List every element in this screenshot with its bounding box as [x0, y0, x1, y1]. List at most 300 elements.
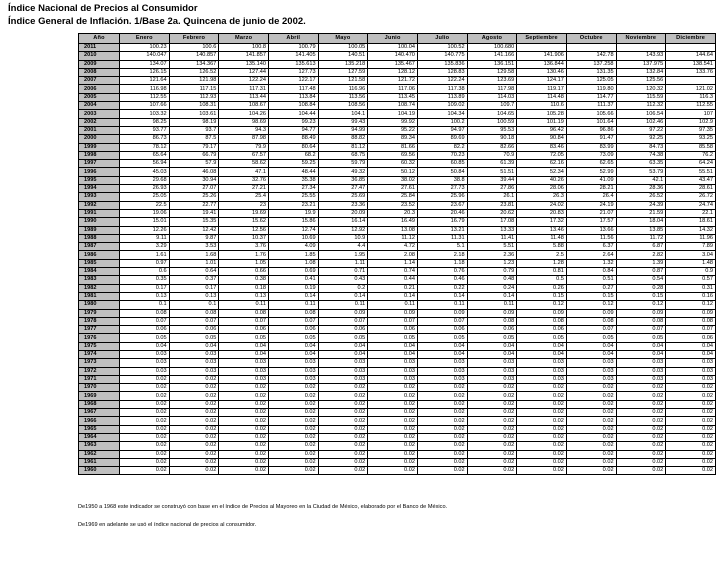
index-value-cell: 0.03	[318, 375, 368, 383]
index-value-cell: 99.23	[268, 118, 318, 126]
index-value-cell: 117.31	[219, 85, 269, 93]
index-value-cell: 0.03	[417, 367, 467, 375]
index-value-cell: 0.04	[517, 350, 567, 358]
index-value-cell: 0.27	[566, 284, 616, 292]
index-value-cell: 50.12	[368, 168, 418, 176]
table-row	[79, 226, 716, 234]
index-value-cell: 0.07	[120, 317, 170, 325]
index-value-cell: 20.09	[318, 209, 368, 217]
index-value-cell: 13.21	[417, 226, 467, 234]
index-value-cell: 0.02	[417, 433, 467, 441]
index-value-cell: 0.02	[169, 375, 219, 383]
index-value-cell: 16.14	[318, 218, 368, 226]
index-value-cell: 116.98	[120, 85, 170, 93]
index-value-cell: 0.02	[169, 417, 219, 425]
index-value-cell: 0.09	[517, 309, 567, 317]
index-value-cell: 141.405	[268, 52, 318, 60]
index-value-cell: 126.15	[120, 68, 170, 76]
index-value-cell: 0.02	[318, 433, 368, 441]
index-value-cell: 6.37	[566, 243, 616, 251]
index-value-cell: 0.04	[219, 342, 269, 350]
index-value-cell: 0.02	[219, 425, 269, 433]
column-header-month: Julio	[417, 34, 467, 44]
index-value-cell: 108.84	[268, 102, 318, 110]
index-value-cell: 27.61	[368, 185, 418, 193]
index-value-cell: 0.43	[318, 276, 368, 284]
row-year-cell: 1992	[79, 201, 120, 209]
index-value-cell: 0.12	[616, 301, 666, 309]
index-value-cell: 0.04	[368, 350, 418, 358]
table-row	[79, 234, 716, 242]
index-value-cell: 100.04	[368, 44, 418, 52]
index-value-cell: 4.09	[268, 243, 318, 251]
index-value-cell: 29.68	[120, 176, 170, 184]
row-year-cell: 2001	[79, 126, 120, 134]
index-value-cell: 144.64	[666, 52, 716, 60]
index-value-cell: 0.06	[219, 326, 269, 334]
index-value-cell: 0.09	[417, 309, 467, 317]
index-value-cell: 13.33	[467, 226, 517, 234]
row-year-cell: 1995	[79, 176, 120, 184]
index-value-cell: 0.76	[417, 268, 467, 276]
index-value-cell: 0.09	[318, 309, 368, 317]
index-value-cell: 3.29	[120, 243, 170, 251]
index-value-cell: 0.54	[616, 276, 666, 284]
table-row	[79, 359, 716, 367]
index-value-cell: 100.05	[318, 44, 368, 52]
index-value-cell: 0.03	[616, 359, 666, 367]
index-value-cell: 0.08	[566, 317, 616, 325]
index-value-cell: 141.166	[467, 52, 517, 60]
index-value-cell: 20.3	[368, 209, 418, 217]
index-value-cell: 96.42	[517, 126, 567, 134]
index-value-cell: 0.11	[417, 301, 467, 309]
table-row	[79, 326, 716, 334]
index-value-cell: 62.65	[566, 160, 616, 168]
index-value-cell: 62.16	[517, 160, 567, 168]
table-row	[79, 68, 716, 76]
index-value-cell: 94.99	[318, 126, 368, 134]
row-year-cell: 2008	[79, 68, 120, 76]
index-value-cell: 20.62	[467, 209, 517, 217]
index-value-cell: 136.844	[517, 60, 567, 68]
table-row	[79, 309, 716, 317]
index-value-cell: 0.02	[666, 442, 716, 450]
footnote-mayoreo: De1950 a 1968 este indicador se construyó con base en el índice de Precios al Mayoreo en la Ciudad de México, elaborado por el Banco de México.	[78, 504, 448, 510]
column-header-month: Junio	[368, 34, 418, 44]
index-value-cell: 0.02	[219, 442, 269, 450]
index-value-cell: 0.02	[368, 458, 418, 466]
index-value-cell: 32.76	[219, 176, 269, 184]
row-year-cell: 1962	[79, 450, 120, 458]
index-value-cell: 125.05	[566, 77, 616, 85]
index-value-cell: 0.02	[318, 467, 368, 475]
index-value-cell: 0.02	[318, 442, 368, 450]
index-value-cell: 70.9	[467, 151, 517, 159]
index-value-cell: 100.6	[169, 44, 219, 52]
index-value-cell: 127.59	[318, 68, 368, 76]
table-row	[79, 185, 716, 193]
table-row	[79, 450, 716, 458]
index-value-cell: 0.03	[666, 375, 716, 383]
index-value-cell: 0.02	[219, 450, 269, 458]
index-value-cell: 28.21	[566, 185, 616, 193]
table-row	[79, 350, 716, 358]
index-value-cell: 90.84	[517, 135, 567, 143]
row-year-cell: 1994	[79, 185, 120, 193]
index-value-cell: 119.17	[517, 85, 567, 93]
index-value-cell	[566, 44, 616, 52]
index-value-cell: 0.04	[268, 342, 318, 350]
index-value-cell: 0.07	[368, 317, 418, 325]
index-value-cell: 111.37	[566, 102, 616, 110]
index-value-cell: 24.19	[566, 201, 616, 209]
index-value-cell: 0.13	[169, 292, 219, 300]
index-value-cell: 0.06	[318, 326, 368, 334]
index-value-cell: 0.02	[566, 442, 616, 450]
index-value-cell: 41.09	[566, 176, 616, 184]
index-value-cell: 25.69	[318, 193, 368, 201]
index-value-cell: 1.39	[616, 259, 666, 267]
index-value-cell: 0.02	[417, 400, 467, 408]
index-value-cell: 100.680	[467, 44, 517, 52]
index-value-cell: 0.03	[566, 359, 616, 367]
index-value-cell: 58.62	[219, 160, 269, 168]
title-block	[8, 2, 306, 28]
index-value-cell: 22.77	[169, 201, 219, 209]
index-value-cell: 4.4	[318, 243, 368, 251]
index-value-cell: 1.05	[219, 259, 269, 267]
index-value-cell: 83.99	[566, 143, 616, 151]
footnote-inpc: De1969 en adelante se usó el índice nacional de precios al consumidor.	[78, 522, 257, 528]
index-value-cell: 0.05	[467, 334, 517, 342]
index-value-cell: 0.03	[318, 367, 368, 375]
index-value-cell: 5.51	[467, 243, 517, 251]
index-value-cell: 15.01	[120, 218, 170, 226]
table-row	[79, 392, 716, 400]
index-value-cell: 143.93	[616, 52, 666, 60]
table-row	[79, 400, 716, 408]
row-year-cell: 1976	[79, 334, 120, 342]
table-row	[79, 442, 716, 450]
index-value-cell: 0.04	[467, 350, 517, 358]
row-year-cell: 1980	[79, 301, 120, 309]
index-value-cell: 100.59	[467, 118, 517, 126]
index-value-cell: 0.09	[666, 309, 716, 317]
index-value-cell: 0.02	[517, 450, 567, 458]
table-row	[79, 251, 716, 259]
index-value-cell: 0.04	[566, 350, 616, 358]
index-value-cell: 0.13	[120, 292, 170, 300]
index-value-cell: 0.04	[268, 350, 318, 358]
index-value-cell: 0.02	[616, 450, 666, 458]
index-value-cell: 22.1	[666, 209, 716, 217]
index-value-cell: 0.03	[368, 375, 418, 383]
index-value-cell: 120.32	[616, 85, 666, 93]
row-year-cell: 1964	[79, 433, 120, 441]
index-value-cell: 0.03	[666, 367, 716, 375]
index-value-cell: 0.02	[169, 467, 219, 475]
index-value-cell: 0.05	[566, 334, 616, 342]
index-value-cell: 0.28	[616, 284, 666, 292]
index-value-cell: 2.18	[417, 251, 467, 259]
index-value-cell: 0.02	[666, 392, 716, 400]
index-value-cell: 104.1	[318, 110, 368, 118]
index-value-cell: 16.49	[368, 218, 418, 226]
index-value-cell: 105.28	[517, 110, 567, 118]
table-row	[79, 85, 716, 93]
row-year-cell: 1974	[79, 350, 120, 358]
index-value-cell: 104.65	[467, 110, 517, 118]
index-value-cell: 0.03	[318, 359, 368, 367]
table-row	[79, 209, 716, 217]
index-value-cell: 117.38	[417, 85, 467, 93]
index-value-cell: 140.51	[318, 52, 368, 60]
index-value-cell: 100.52	[417, 44, 467, 52]
index-value-cell: 38.8	[417, 176, 467, 184]
index-value-cell: 88.82	[318, 135, 368, 143]
index-value-cell: 1.11	[318, 259, 368, 267]
index-value-cell: 131.35	[566, 68, 616, 76]
index-value-cell: 1.01	[169, 259, 219, 267]
index-value-cell: 0.07	[417, 317, 467, 325]
row-year-cell: 1993	[79, 193, 120, 201]
index-value-cell: 1.32	[566, 259, 616, 267]
index-value-cell: 93.7	[169, 126, 219, 134]
index-value-cell: 68.2	[268, 151, 318, 159]
index-value-cell: 0.02	[368, 400, 418, 408]
index-value-cell: 132.84	[616, 68, 666, 76]
index-value-cell: 0.02	[467, 425, 517, 433]
index-value-cell: 100.8	[219, 44, 269, 52]
index-value-cell: 0.02	[318, 458, 368, 466]
table-row	[79, 77, 716, 85]
index-value-cell: 110.6	[517, 102, 567, 110]
index-value-cell: 0.03	[169, 359, 219, 367]
index-value-cell: 1.28	[517, 259, 567, 267]
index-value-cell: 0.08	[666, 317, 716, 325]
index-value-cell: 0.05	[268, 334, 318, 342]
index-value-cell: 11.72	[616, 234, 666, 242]
index-value-cell: 0.04	[120, 342, 170, 350]
index-value-cell: 142.78	[566, 52, 616, 60]
index-value-cell: 0.02	[219, 458, 269, 466]
index-value-cell: 90.18	[467, 135, 517, 143]
row-year-cell: 1999	[79, 143, 120, 151]
index-value-cell: 0.02	[268, 384, 318, 392]
index-value-cell: 0.02	[517, 425, 567, 433]
row-year-cell: 2007	[79, 77, 120, 85]
index-value-cell: 0.64	[169, 268, 219, 276]
index-value-cell: 0.05	[169, 334, 219, 342]
index-value-cell: 0.15	[616, 292, 666, 300]
index-value-cell: 5.88	[517, 243, 567, 251]
index-value-cell: 0.81	[517, 268, 567, 276]
index-value-cell: 136.151	[467, 60, 517, 68]
index-value-cell: 87.98	[219, 135, 269, 143]
table-row	[79, 193, 716, 201]
index-value-cell: 0.31	[666, 284, 716, 292]
index-value-cell: 55.51	[666, 168, 716, 176]
index-value-cell: 121.98	[169, 77, 219, 85]
index-value-cell: 0.02	[268, 400, 318, 408]
index-value-cell: 74.38	[616, 151, 666, 159]
index-value-cell: 0.02	[120, 417, 170, 425]
index-value-cell: 1.23	[467, 259, 517, 267]
index-value-cell: 0.79	[467, 268, 517, 276]
index-value-cell: 0.02	[169, 425, 219, 433]
index-value-cell: 107	[666, 110, 716, 118]
index-value-cell: 1.95	[318, 251, 368, 259]
index-value-cell: 107.66	[120, 102, 170, 110]
index-value-cell: 52.99	[566, 168, 616, 176]
index-value-cell: 108.74	[368, 102, 418, 110]
index-value-cell: 114.03	[467, 93, 517, 101]
index-value-cell: 0.03	[566, 375, 616, 383]
index-value-cell: 13.08	[368, 226, 418, 234]
index-value-cell: 109.7	[467, 102, 517, 110]
index-value-cell: 0.03	[417, 375, 467, 383]
index-value-cell: 0.02	[219, 409, 269, 417]
index-value-cell: 0.03	[268, 375, 318, 383]
index-value-cell: 17.32	[517, 218, 567, 226]
index-value-cell: 91.47	[566, 135, 616, 143]
index-value-cell: 100.79	[268, 44, 318, 52]
index-value-cell: 9.11	[120, 234, 170, 242]
row-year-cell: 1979	[79, 309, 120, 317]
index-value-cell: 0.97	[120, 259, 170, 267]
table-row	[79, 301, 716, 309]
index-value-cell: 0.11	[467, 301, 517, 309]
index-value-cell: 66.79	[169, 151, 219, 159]
row-year-cell: 1961	[79, 458, 120, 466]
index-value-cell: 0.02	[517, 458, 567, 466]
index-value-cell: 68.75	[318, 151, 368, 159]
table-row	[79, 52, 716, 60]
index-value-cell: 0.03	[219, 359, 269, 367]
column-header-month: Marzo	[219, 34, 269, 44]
table-row	[79, 126, 716, 134]
column-header-month: Febrero	[169, 34, 219, 44]
index-value-cell: 128.12	[368, 68, 418, 76]
index-value-cell: 94.97	[417, 126, 467, 134]
index-value-cell: 0.02	[417, 417, 467, 425]
index-value-cell: 2.08	[368, 251, 418, 259]
index-value-cell: 0.02	[219, 417, 269, 425]
row-year-cell: 1988	[79, 234, 120, 242]
index-value-cell: 11.96	[666, 234, 716, 242]
index-value-cell: 123.69	[467, 77, 517, 85]
index-value-cell	[616, 44, 666, 52]
index-value-cell: 135.613	[268, 60, 318, 68]
index-value-cell: 0.02	[566, 467, 616, 475]
index-value-cell: 0.02	[268, 409, 318, 417]
index-value-cell: 109.02	[417, 102, 467, 110]
index-value-cell: 0.02	[616, 458, 666, 466]
row-year-cell: 2005	[79, 93, 120, 101]
index-value-cell: 0.02	[467, 458, 517, 466]
index-value-cell: 19.41	[169, 209, 219, 217]
column-header-month: Noviembre	[616, 34, 666, 44]
index-value-cell: 0.02	[517, 417, 567, 425]
index-value-cell: 0.07	[318, 317, 368, 325]
index-value-cell: 11.48	[517, 234, 567, 242]
index-value-cell: 0.02	[616, 417, 666, 425]
table-row	[79, 458, 716, 466]
index-value-cell: 0.02	[666, 425, 716, 433]
row-year-cell: 1983	[79, 276, 120, 284]
index-value-cell: 28.06	[517, 185, 567, 193]
index-value-cell: 0.02	[517, 392, 567, 400]
index-value-cell: 0.12	[666, 301, 716, 309]
index-value-cell: 14.32	[666, 226, 716, 234]
index-value-cell: 104.19	[368, 110, 418, 118]
index-value-cell: 108.56	[318, 102, 368, 110]
index-value-cell: 69.56	[368, 151, 418, 159]
index-value-cell: 0.38	[219, 276, 269, 284]
index-value-cell: 0.9	[666, 268, 716, 276]
index-value-cell: 0.02	[417, 392, 467, 400]
index-value-cell: 0.03	[666, 359, 716, 367]
index-value-cell: 10.37	[219, 234, 269, 242]
index-value-cell: 0.06	[417, 326, 467, 334]
index-value-cell: 25.84	[368, 193, 418, 201]
index-value-cell: 92.25	[616, 135, 666, 143]
index-value-cell: 80.64	[268, 143, 318, 151]
index-value-cell: 0.04	[417, 342, 467, 350]
index-value-cell: 101.64	[566, 118, 616, 126]
row-year-cell: 1977	[79, 326, 120, 334]
index-value-cell: 102.46	[616, 118, 666, 126]
index-value-cell: 13.46	[517, 226, 567, 234]
row-year-cell: 2006	[79, 85, 120, 93]
index-value-cell: 0.04	[467, 342, 517, 350]
index-value-cell: 106.54	[616, 110, 666, 118]
index-value-cell: 0.17	[120, 284, 170, 292]
index-value-cell: 0.02	[666, 384, 716, 392]
index-value-cell: 11.41	[467, 234, 517, 242]
index-value-cell: 0.02	[120, 375, 170, 383]
index-value-cell: 135.218	[318, 60, 368, 68]
index-value-cell: 135.836	[417, 60, 467, 68]
index-value-cell: 0.02	[616, 392, 666, 400]
index-value-cell: 0.02	[566, 384, 616, 392]
index-value-cell: 0.02	[169, 442, 219, 450]
table-row	[79, 367, 716, 375]
index-value-cell: 0.02	[318, 400, 368, 408]
index-value-cell: 89.34	[368, 135, 418, 143]
index-value-cell: 25.05	[120, 193, 170, 201]
index-value-cell: 82.2	[417, 143, 467, 151]
index-value-cell: 4.72	[368, 243, 418, 251]
index-value-cell: 0.02	[417, 442, 467, 450]
index-value-cell: 95.53	[467, 126, 517, 134]
index-value-cell: 0.02	[368, 442, 418, 450]
index-value-cell: 0.06	[268, 326, 318, 334]
index-value-cell: 57.9	[169, 160, 219, 168]
index-value-cell: 0.02	[616, 400, 666, 408]
index-value-cell: 95.22	[368, 126, 418, 134]
index-value-cell: 0.03	[169, 350, 219, 358]
index-value-cell: 0.26	[517, 284, 567, 292]
index-value-cell: 27.07	[169, 185, 219, 193]
index-value-cell: 0.17	[169, 284, 219, 292]
table-row	[79, 375, 716, 383]
index-value-cell: 112.55	[666, 102, 716, 110]
index-value-cell: 27.34	[268, 185, 318, 193]
index-value-cell	[517, 44, 567, 52]
index-value-cell: 0.02	[666, 409, 716, 417]
